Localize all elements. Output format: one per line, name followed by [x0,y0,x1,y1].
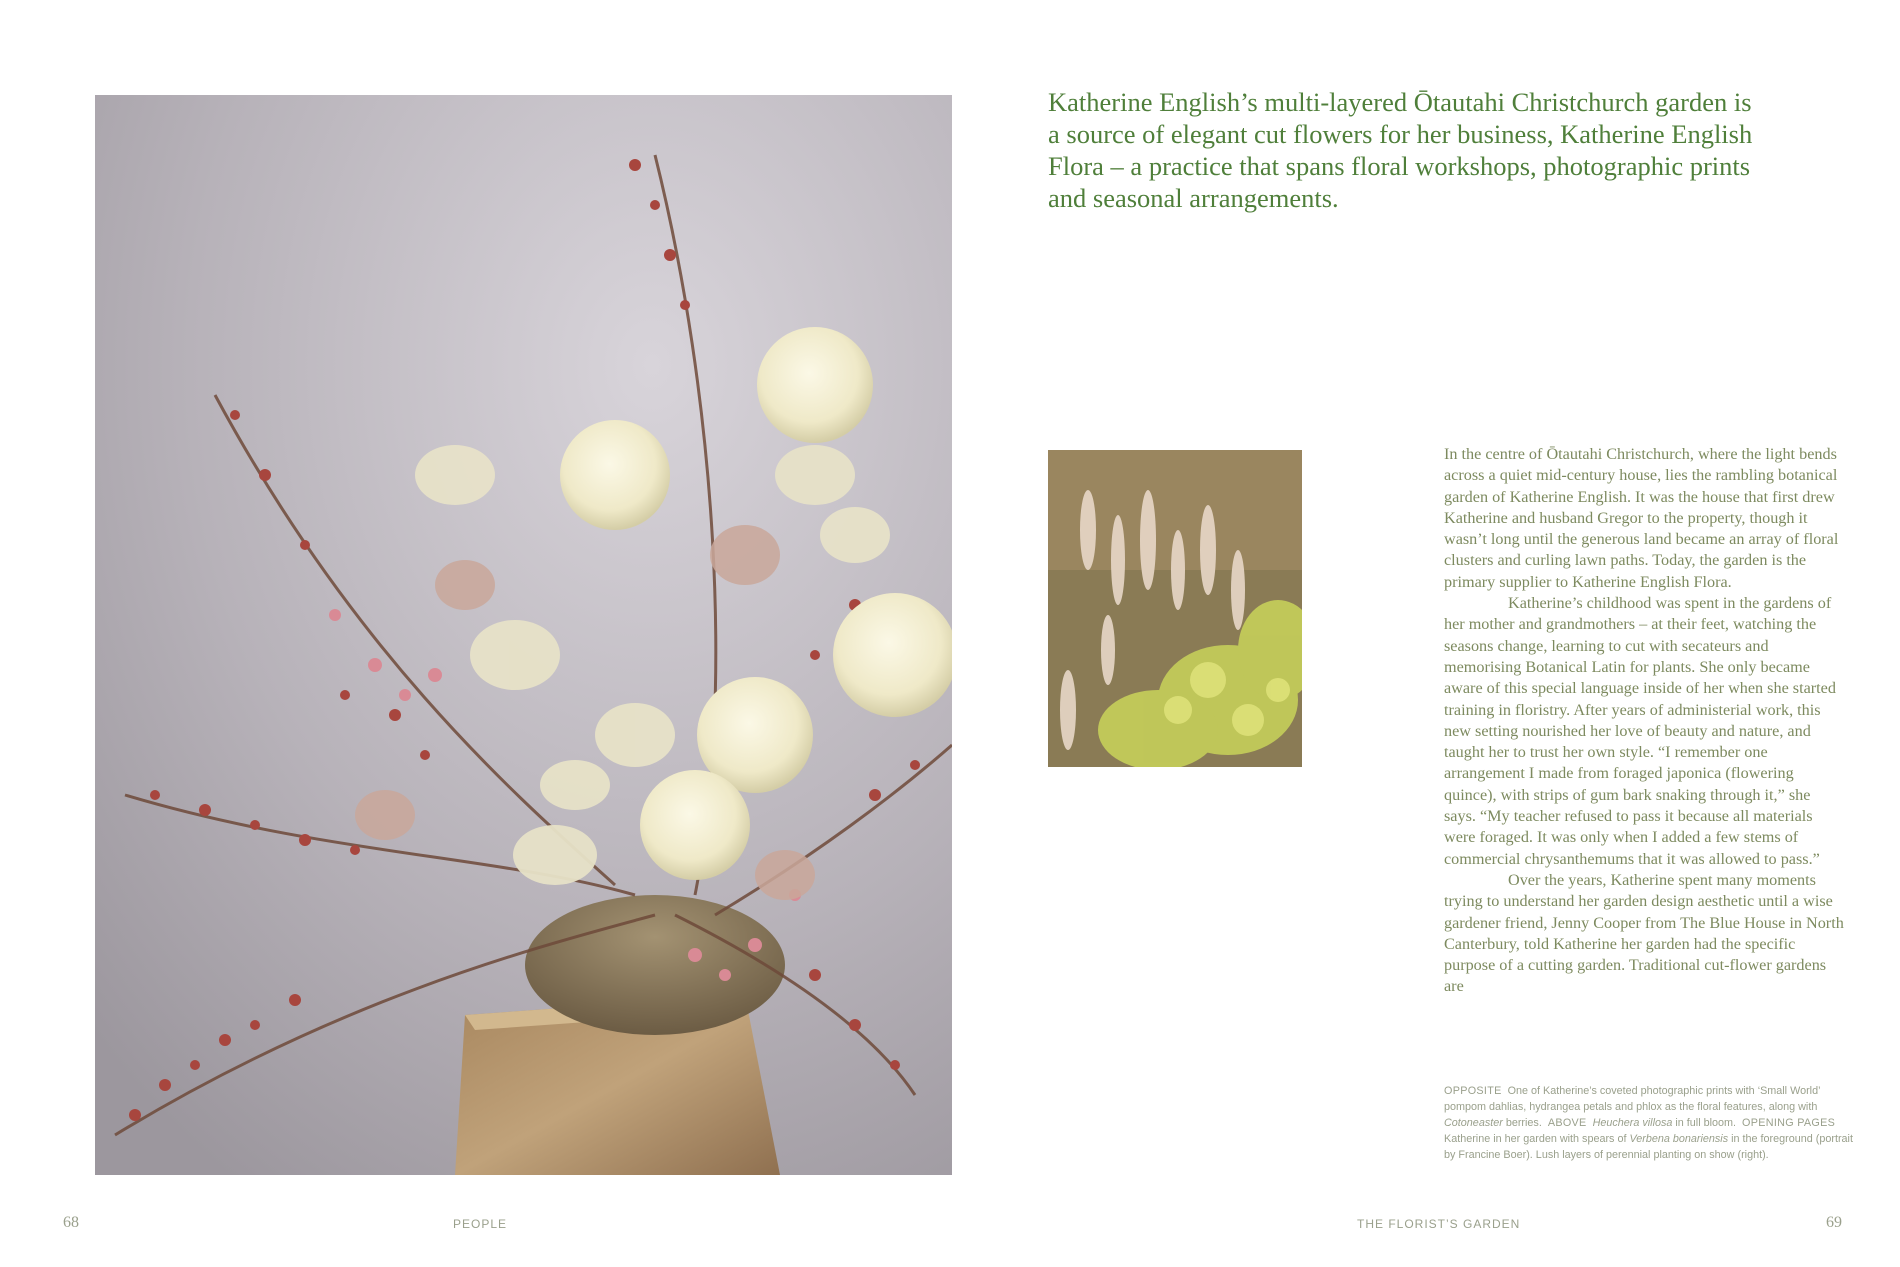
caption-text-5: in the foreground (portrait by Francine Boer). Lush layers of perennial planting on show (right). [1444,1133,1853,1161]
body-paragraph-3: Over the years, Katherine spent many moments trying to understand her garden design aesthetic until a wise gardener friend, Jenny Cooper from The Blue House in North Canterbury, told Katherine her garden had the specific purpose of a cutting garden. Traditional cut-flower gardens are [1444,870,1844,996]
caption-italic-2: Heuchera villosa [1592,1117,1673,1129]
caption-label-above: ABOVE [1547,1117,1587,1129]
body-paragraph-1: In the centre of Ōtautahi Christchurch, where the light bends across a quiet mid-century house, lies the rambling botanical garden of Katherine English. It was the house that first drew Katherine and husband Gregor to the property, though it wasn’t long until the generous land became an array of floral clusters and curling lawn paths. Today, the garden is the primary supplier to Katherine English Flora. [1444,445,1839,591]
photo-caption [1444,1083,1864,1163]
intro-standfirst: Katherine English’s multi-layered Ōtautahi Christchurch garden is a source of elegant cut flowers for her business, Katherine English Flora – a practice that spans floral workshops, photographic prints and seasonal arrangements. [1048,87,1753,213]
page-number-right: 69 [1826,1214,1842,1231]
flower-arrangement-illustration [95,95,952,1175]
caption-text-1: One of Katherine’s coveted photographic prints with ‘Small World’ pompom dahlias, hydrangea petals and phlox as the floral features, along with [1444,1085,1821,1113]
flower-arrangement-photo [95,95,952,1175]
heuchera-garden-photo [1048,450,1302,767]
running-head-right: THE FLORIST’S GARDEN [1357,1217,1521,1231]
caption-label-opening: OPENING PAGES [1742,1117,1836,1129]
body-paragraph-2: Katherine’s childhood was spent in the gardens of her mother and grandmothers – at their feet, watching the seasons change, learning to cut with secateurs and memorising Botanical Latin for plants. She only became aware of this special language inside of her when she started training in floristry. After years of administerial work, this new setting nourished her love of beauty and nature, and taught her to trust her own style. “I remember one arrangement I made from foraged japonica (flowering quince), with strips of gum bark snaking through it,” she says. “My teacher refused to pass it because all materials were foraged. It was only when I added a few stems of commercial chrysanthemums that it was allowed to pass.” [1444,594,1836,868]
caption-label-opposite: OPPOSITE [1444,1085,1502,1097]
running-head-left: PEOPLE [453,1217,508,1231]
caption-text-2: berries. [1505,1117,1542,1129]
heuchera-garden-illustration [1048,450,1302,767]
page-number-left: 68 [63,1214,79,1231]
caption-italic-3: Verbena bonariensis [1629,1133,1729,1145]
caption-italic-1: Cotoneaster [1444,1117,1503,1129]
caption-text-4: Katherine in her garden with spears of [1444,1133,1627,1145]
caption-text-3: in full bloom. [1675,1117,1737,1129]
article-body [1444,444,1844,998]
